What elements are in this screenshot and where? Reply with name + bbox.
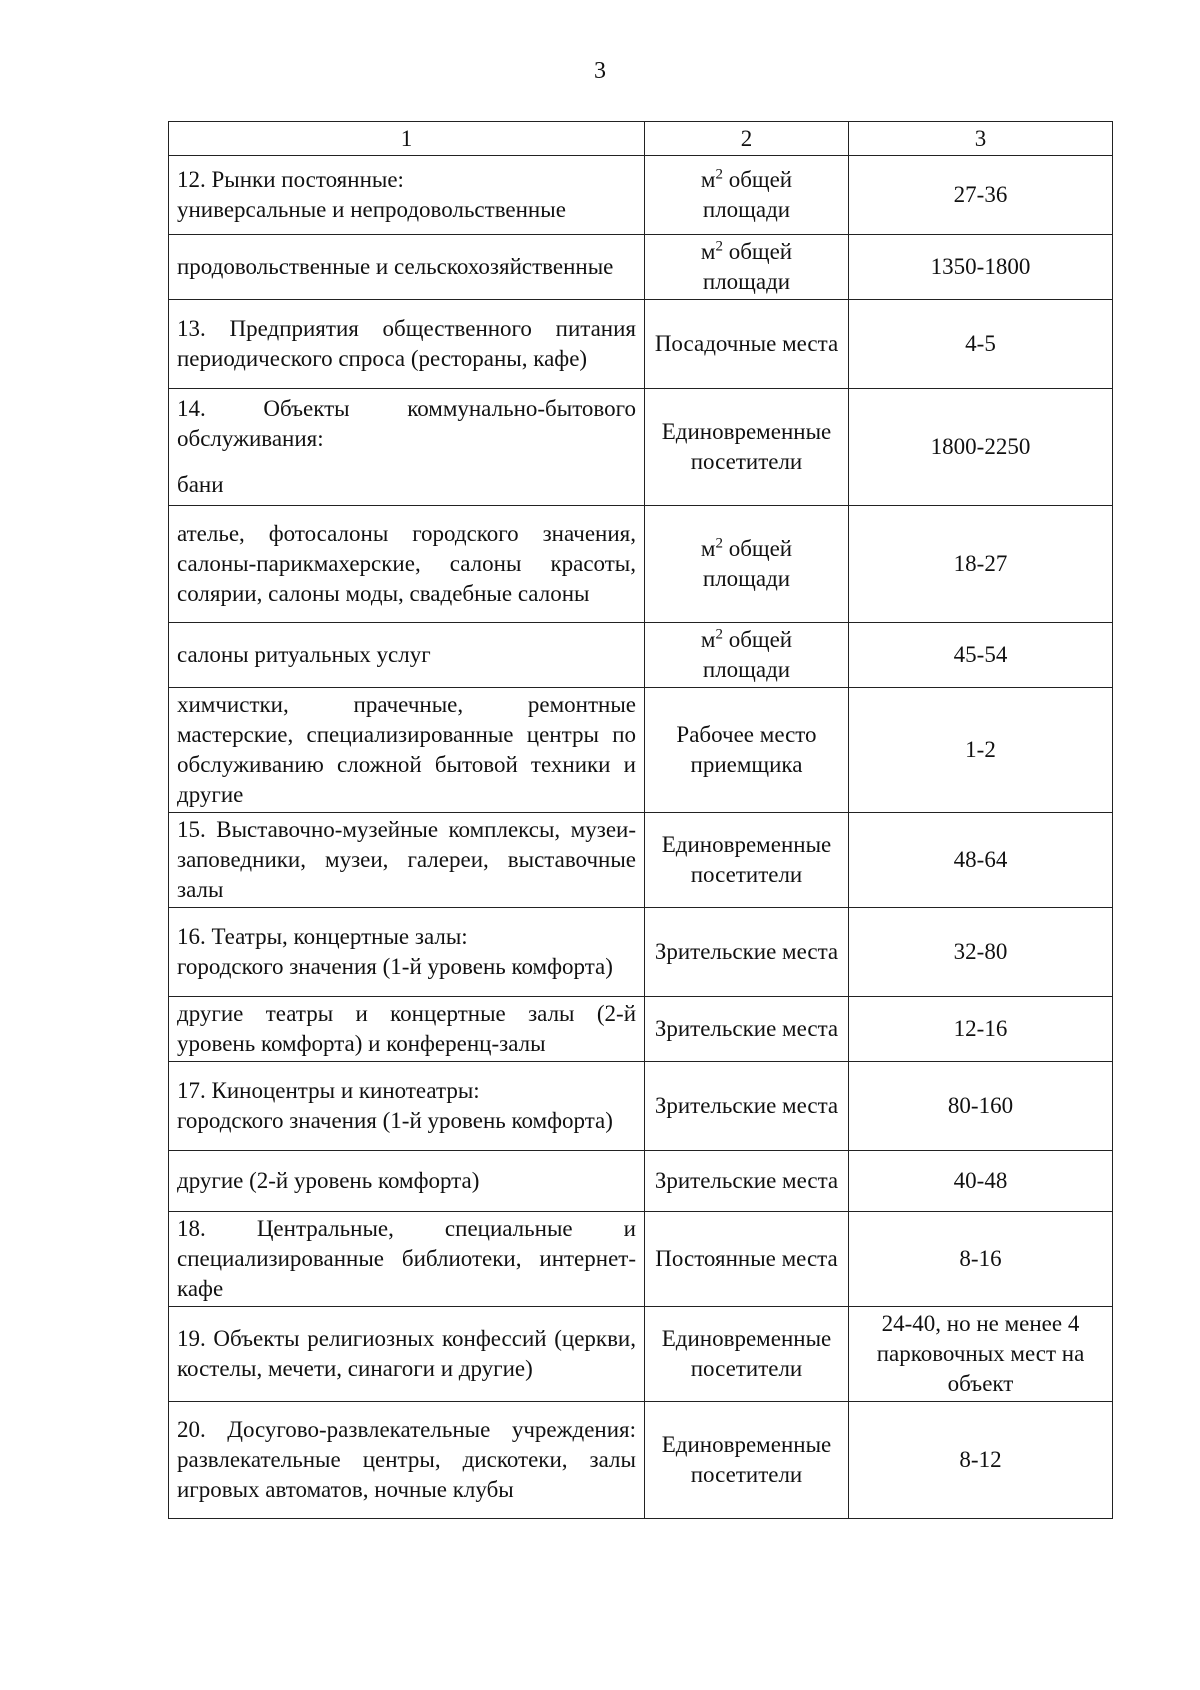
item-group-title: 12. Рынки постоянные:	[177, 167, 404, 192]
table-row	[169, 1402, 1113, 1519]
unit-superscript: 2	[715, 166, 723, 183]
unit-line2: площади	[702, 269, 791, 294]
value-cell: 80-160	[849, 1062, 1113, 1151]
unit-rest: общей	[728, 536, 793, 561]
value-cell: 24-40, но не менее 4 парковочных мест на объект	[849, 1307, 1113, 1402]
header-cell-1: 1	[169, 122, 645, 156]
item-cell: 18. Центральные, специальные и специализированные библиотеки, интернет-кафе	[169, 1212, 645, 1307]
unit-superscript: 2	[715, 238, 723, 255]
table-row	[169, 1151, 1113, 1212]
item-cell: ателье, фотосалоны городского значения, салоны-парикмахерские, салоны красоты, солярии, салоны моды, свадебные салоны	[169, 506, 645, 623]
unit-cell: Единовременные посетители	[645, 1402, 849, 1519]
header-cell-2: 2	[645, 122, 849, 156]
norms-table	[168, 121, 1113, 1519]
value-cell: 18-27	[849, 506, 1113, 623]
unit-cell: Посадочные места	[645, 300, 849, 389]
table-row	[169, 300, 1113, 389]
unit-cell: Зрительские места	[645, 908, 849, 997]
unit-cell: Зрительские места	[645, 1151, 849, 1212]
table-header-row	[169, 122, 1113, 156]
item-cell: другие (2-й уровень комфорта)	[169, 1151, 645, 1212]
value-cell: 12-16	[849, 997, 1113, 1062]
value-cell: 1350-1800	[849, 235, 1113, 300]
value-cell: 8-12	[849, 1402, 1113, 1519]
unit-rest: общей	[728, 167, 793, 192]
item-cell: 13. Предприятия общественного питания периодического спроса (рестораны, кафе)	[169, 300, 645, 389]
table-row	[169, 235, 1113, 300]
value-cell: 48-64	[849, 813, 1113, 908]
item-cell	[169, 908, 645, 997]
unit-cell: Зрительские места	[645, 997, 849, 1062]
value-cell: 45-54	[849, 623, 1113, 688]
table-row	[169, 389, 1113, 506]
unit-m: м	[700, 167, 716, 192]
value-cell: 32-80	[849, 908, 1113, 997]
table-body	[169, 122, 1113, 1519]
unit-rest: общей	[728, 627, 793, 652]
unit-cell: Постоянные места	[645, 1212, 849, 1307]
unit-cell	[645, 235, 849, 300]
unit-line2: площади	[702, 657, 791, 682]
table-row	[169, 908, 1113, 997]
item-group-title: 14. Объекты коммунально-бытового обслуживания:	[177, 396, 636, 451]
unit-line2: площади	[702, 197, 791, 222]
table-row	[169, 688, 1113, 813]
value-cell: 1800-2250	[849, 389, 1113, 506]
item-description: бани	[177, 472, 224, 497]
unit-cell: Единовременные посетители	[645, 1307, 849, 1402]
unit-cell: Единовременные посетители	[645, 389, 849, 506]
table-row	[169, 1062, 1113, 1151]
table-row	[169, 997, 1113, 1062]
item-group-title: 16. Театры, концертные залы:	[177, 924, 468, 949]
unit-superscript: 2	[715, 535, 723, 552]
item-cell	[169, 1062, 645, 1151]
value-cell: 8-16	[849, 1212, 1113, 1307]
table-row	[169, 156, 1113, 235]
item-description: городского значения (1-й уровень комфорта)	[177, 1108, 613, 1133]
unit-superscript: 2	[715, 626, 723, 643]
unit-m: м	[700, 627, 716, 652]
item-cell: другие театры и концертные залы (2-й уровень комфорта) и конференц-залы	[169, 997, 645, 1062]
table-row	[169, 623, 1113, 688]
page-number: 3	[594, 58, 606, 84]
value-cell: 1-2	[849, 688, 1113, 813]
item-cell: салоны ритуальных услуг	[169, 623, 645, 688]
unit-m: м	[700, 536, 716, 561]
unit-cell: Рабочее место приемщика	[645, 688, 849, 813]
unit-cell: Зрительские места	[645, 1062, 849, 1151]
unit-cell	[645, 156, 849, 235]
unit-cell	[645, 506, 849, 623]
value-cell: 4-5	[849, 300, 1113, 389]
unit-cell: Единовременные посетители	[645, 813, 849, 908]
item-group-title: 17. Киноцентры и кинотеатры:	[177, 1078, 480, 1103]
item-description: универсальные и непродовольственные	[177, 197, 566, 222]
table-row	[169, 813, 1113, 908]
item-cell: 19. Объекты религиозных конфессий (церкви, костелы, мечети, синагоги и другие)	[169, 1307, 645, 1402]
item-cell	[169, 389, 645, 506]
table-row	[169, 506, 1113, 623]
unit-m: м	[700, 239, 716, 264]
item-cell: химчистки, прачечные, ремонтные мастерские, специализированные центры по обслуживанию сложной бытовой техники и другие	[169, 688, 645, 813]
item-cell: продовольственные и сельскохозяйственные	[169, 235, 645, 300]
table-row	[169, 1212, 1113, 1307]
value-cell: 40-48	[849, 1151, 1113, 1212]
unit-rest: общей	[728, 239, 793, 264]
item-cell: 20. Досугово-развлекательные учреждения: развлекательные центры, дискотеки, залы игровых автоматов, ночные клубы	[169, 1402, 645, 1519]
header-cell-3: 3	[849, 122, 1113, 156]
table-row	[169, 1307, 1113, 1402]
item-cell	[169, 156, 645, 235]
item-cell: 15. Выставочно-музейные комплексы, музеи-заповедники, музеи, галереи, выставочные залы	[169, 813, 645, 908]
item-description: городского значения (1-й уровень комфорта)	[177, 954, 613, 979]
unit-line2: площади	[702, 566, 791, 591]
value-cell: 27-36	[849, 156, 1113, 235]
unit-cell	[645, 623, 849, 688]
